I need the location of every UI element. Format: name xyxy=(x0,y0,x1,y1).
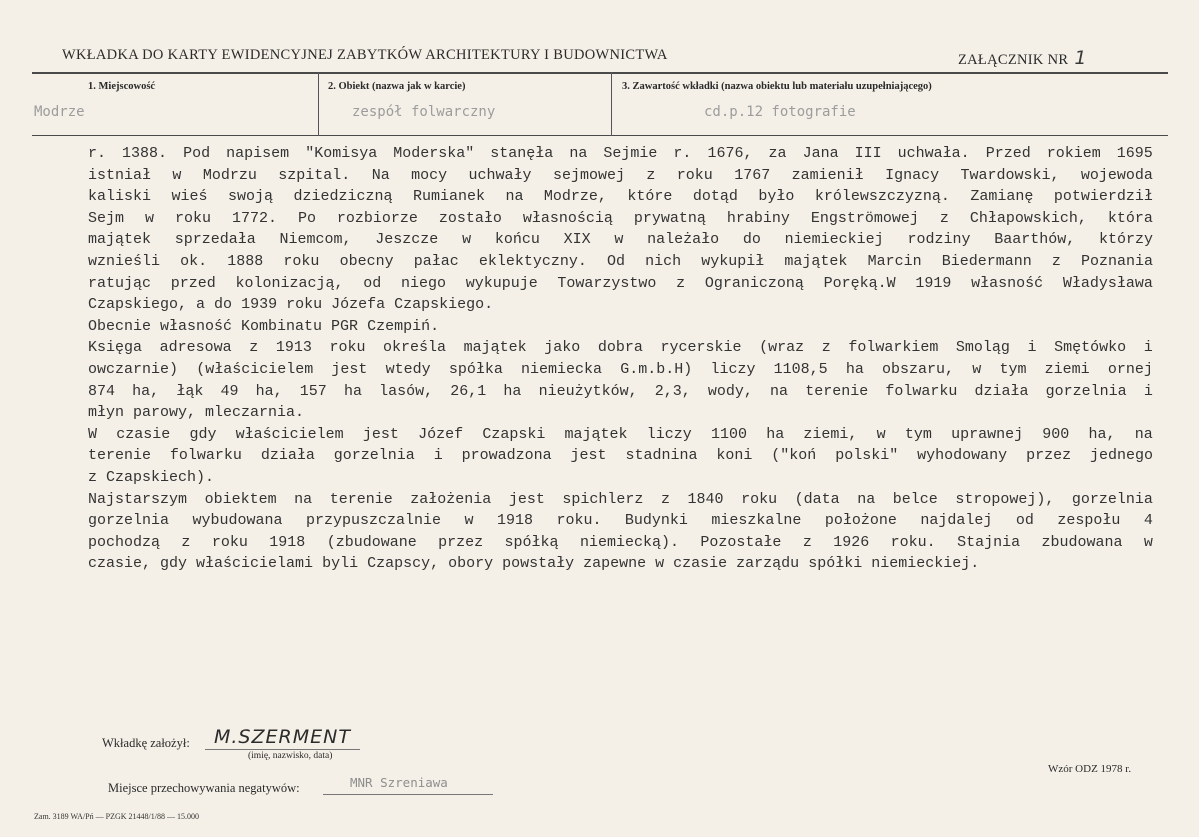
column-label-object: 2. Obiekt (nazwa jak w karcie) xyxy=(328,81,466,92)
text-line: wznieśli ok. 1888 roku obecny pałac eklektyczny. Od nich wykupił majątek Marcin Biedermann z Poznania xyxy=(88,252,1153,270)
attachment-label xyxy=(958,47,1087,69)
text-line: pochodzą z roku 1918 (zbudowane przez spółką niemiecką). Pozostałe z 1926 roku. Stajnia zbudowana w xyxy=(88,533,1153,551)
top-rule xyxy=(32,72,1168,74)
text-line: gorzelnia wybudowana przypuszczalnie w 1918 roku. Budynki mieszkalne położone najdalej od zespołu 4 xyxy=(88,512,1153,530)
text-line: terenie folwarku działa gorzelnia i prowadzona jest stadnina koni ("koń polski" wyhodowany przez jednego xyxy=(88,447,1153,465)
attachment-number: 1 xyxy=(1074,47,1087,69)
text-line: młyn parowy, mleczarnia. xyxy=(88,404,305,422)
negatives-value: MNR Szreniawa xyxy=(350,775,448,790)
form-title: WKŁADKA DO KARTY EWIDENCYJNEJ ZABYTKÓW ARCHITEKTURY I BUDOWNICTWA xyxy=(62,47,668,63)
text-line: Najstarszym obiektem na terenie założenia jest spichlerz z 1840 roku (data na belce stropowej), gorzelnia xyxy=(88,490,1153,508)
form-model: Wzór ODZ 1978 r. xyxy=(1048,763,1132,775)
column-label-location: 1. Miejscowość xyxy=(88,81,156,92)
text-line: Sejm w roku 1772. Po rozbiorze zostało własnością prywatną hrabiny Engströmowej z Chłapowskich, która xyxy=(88,209,1153,227)
content-value: cd.p.12 fotografie xyxy=(704,104,856,120)
text-line: owczarnie) (właścicielem jest wtedy spółka niemiecka G.m.b.H) liczy 1108,5 ha obszaru, w tym ziemi ornej xyxy=(88,360,1153,378)
header-bottom-rule xyxy=(32,135,1168,136)
text-line: istniał w Modrzu szpital. Na mocy uchwały sejmowej z roku 1767 zamienił Ignacy Twardowski, wojewoda xyxy=(88,166,1153,184)
negatives-label: Miejsce przechowywania negatywów: xyxy=(108,781,300,795)
column-label-content: 3. Zawartość wkładki (nazwa obiektu lub materiału uzupełniającego) xyxy=(622,81,932,92)
founder-line xyxy=(205,749,360,750)
text-line: 874 ha, łąk 49 ha, 157 ha lasów, 26,1 ha nieużytków, 2,3, wody, na terenie folwarku działa gorzelnia i xyxy=(88,382,1153,400)
typed-text-body xyxy=(88,143,1153,575)
text-line: z Czapskiech). xyxy=(88,468,215,486)
text-line: majątek sprzedała Niemcom, Jeszcze w końcu XIX w należało do niemieckiej rodziny Baarthów, którzy xyxy=(88,231,1153,249)
text-line: kaliski wieś swoją dziedziczną Rumianek na Modrze, które dotąd było królewszczyzną. Zamianę potwierdził xyxy=(88,188,1153,206)
text-line: Czapskiego, a do 1939 roku Józefa Czapskiego. xyxy=(88,296,494,314)
column-divider-1 xyxy=(318,72,319,136)
founder-caption: (imię, nazwisko, data) xyxy=(248,751,333,761)
founder-label: Wkładkę założył: xyxy=(102,736,190,750)
attachment-label-text: ZAŁĄCZNIK NR xyxy=(958,52,1069,68)
location-value: Modrze xyxy=(34,104,85,120)
column-divider-2 xyxy=(611,72,612,136)
text-line: ratując przed kolonizacją, od niego wykupuje Towarzystwo z Ograniczoną Poręką.W 1919 własność Władysława xyxy=(88,274,1153,292)
text-line: W czasie gdy właścicielem jest Józef Czapski majątek liczy 1100 ha ziemi, w tym uprawnej 900 ha, na xyxy=(88,425,1153,443)
text-line: czasie, gdy właścicielami byli Czapscy, obory powstały zapewne w czasie zarządu spółki niemieckiej. xyxy=(88,555,980,573)
founder-signature: M.SZERMENT xyxy=(214,726,351,748)
order-number: Zam. 3189 WA/Pń — PZGK 21448/1/88 — 15.000 xyxy=(34,812,199,821)
text-line: Księga adresowa z 1913 roku określa majątek jako dobra rycerskie (wraz z folwarkiem Smoląg i Smętówko i xyxy=(88,339,1153,357)
text-line: Obecnie własność Kombinatu PGR Czempiń. xyxy=(88,317,440,335)
negatives-line xyxy=(323,794,493,795)
text-line: r. 1388. Pod napisem "Komisya Moderska" stanęła na Sejmie r. 1676, za Jana III uchwała. Przed rokiem 1695 xyxy=(88,145,1153,162)
object-value: zespół folwarczny xyxy=(352,104,496,120)
